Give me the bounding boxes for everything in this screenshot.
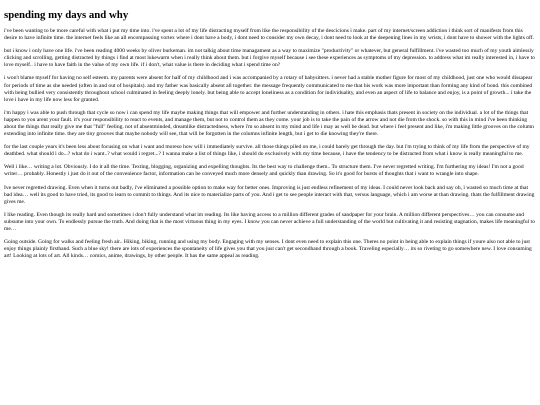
post-paragraph: Ive never regretted drawing. Even when it turns out badly, i've eliminated a possible option to make way for better ones. Improving is just endless refinement of my ideas. I could never look back and say oh, i wasted so much time at that bad idea… well its good to have tried, its good to learn to commit to things. And its nice to materialize parts of you. And i get to see people interact with that, versus language, which i am worse at than drawing. thats the fulfillment drawing gives me. — [4, 184, 535, 205]
post-paragraph: i've been wanting to be more careful with what i put my time into. i've spent a lot of my life distracting myself from like the responsibility of the descicions i make. part of my internet/screen addiction i think sort of manifests from this desire to have infinite time. the internet feels like an all encompassing vortex where i dont have a body, i dont need to consider my own decay, i dont need to look at the deepening lines in my wrists, i dont have to shower with the lights off. — [4, 27, 535, 42]
post-paragraph: but i know i only have one life. i've been reading 4000 weeks by oliver burkeman. im not talkig about time managament as a way to maximize "productivity" or whatever, but general fulfillment. i've wasted too much of my youth aimlessly clicking and scrolling, getting distracted by things i find at most lukewarm when i really think about them. but i forgive myself because i see these experiences as symptoms of my depression. to address what im really interested in, i have to love myself.. i have to have faith in the value of my own life. if i don't, what value is there in deciding what i spend time on? — [4, 48, 535, 69]
post-paragraph: i'm happy i was able to push through that cycle so now i can spend my life maybe making things that will empower and further understanding in others. i hate this emphasis thats present in society on the individual. a lot of the things that happen to you arent your fault. it's your responsibility to react to events, and manage them, but not to control them as they come. your job is to take the pain of the arrow and not die from the shock. so with this in mind i've been thinking about the things that really give me that "full" feeling. not of absentminded, dreamlike distractedness, where i'm so absent in my mind and life i may as well be dead. but where i feel present and like, i'm making little grooves on the column extending into infinite time. they are tiny grooves that maybe nobody will see, that will be forgotten in the columns infinite length, but i get to die knowing they're there. — [4, 109, 534, 138]
post-paragraph: for the last couple years it's been less about focusing on what i want and moreso how will i immediately survive. all those things piled on me, i could barely get through the day. but i'm trying to think of my life from the perspective of my deathbed. what should i do...? what do i want..? what would i regret...? I wanna make a list of things like, i should do exclusively with my time because, i have the tendency to be distracted from what i know is really meaningful to me. — [4, 144, 530, 158]
post-paragraph: Well i like… writing a lot. Obviously. I do it all the time. Texting, blogging, organizing and expelling thoughts. Its the best way to challenge them.. To structure them. I've never regretted writing. I'm furthering my ideas! I'm not a good writer… probably. Honestly i just do it out of the convenience factor, information can be conveyed much more densely and quickly than drawing. So it's good for bursts of thoughts that i want to wrangle into shape. — [4, 164, 524, 178]
post-paragraph: i won't blame myself for having no self esteem. my parents were absent for half of my childhood and i was accompanied by a rotary of babysitters. i never had a stable mother figure for most of my childhood, just one who would dissapear for periods of time as she needed (often in and out of hospitals). and my father was basically absent all together. the message frequently communicated to me that his work was more important than forming any kind of bond. this combined with being bullied very consistently throughout school culminated in feeling deeply lonely. but being able to accept loneliness as a condition for individuality, and even an aspect of life to balance and enjoy, is a point of growth... i take the love i have in my life now less for granted. — [4, 75, 533, 103]
post-paragraph: Going outside. Going for walks and feeling fresh air.. Hiking, biking, running and using my body. Engaging with my senses. I dont even need to explain this one. Theres no point in being able to explain things if youre also not able to just enjoy things plainly firsthand. Such a blue sky! there are lots of experiences the spontaneity of life gives you that you just can't get secondhand through a book. Traveling especially… its so riveting to go somewhere new. I love consuming art! Looking at lots of art. All kinds… comics, anime, drawings, by other people. It has the same appeal as reading. — [4, 239, 532, 260]
post-title: spending my days and why — [4, 9, 129, 21]
post-paragraph: I like reading. Even though its really hard and sometimes i don't fully understand what im reading. Its like having access to a million different grades of sandpaper for your brain. A million different perspectives… you can consume and subsume into your own. To endlessly pursue the truth. And doing that is the most virtuous thing in my eyes. I know you can never achieve a full understanding of the world but cultivating it and resisting stagnation, makes life meaningful to me… — [4, 211, 535, 233]
